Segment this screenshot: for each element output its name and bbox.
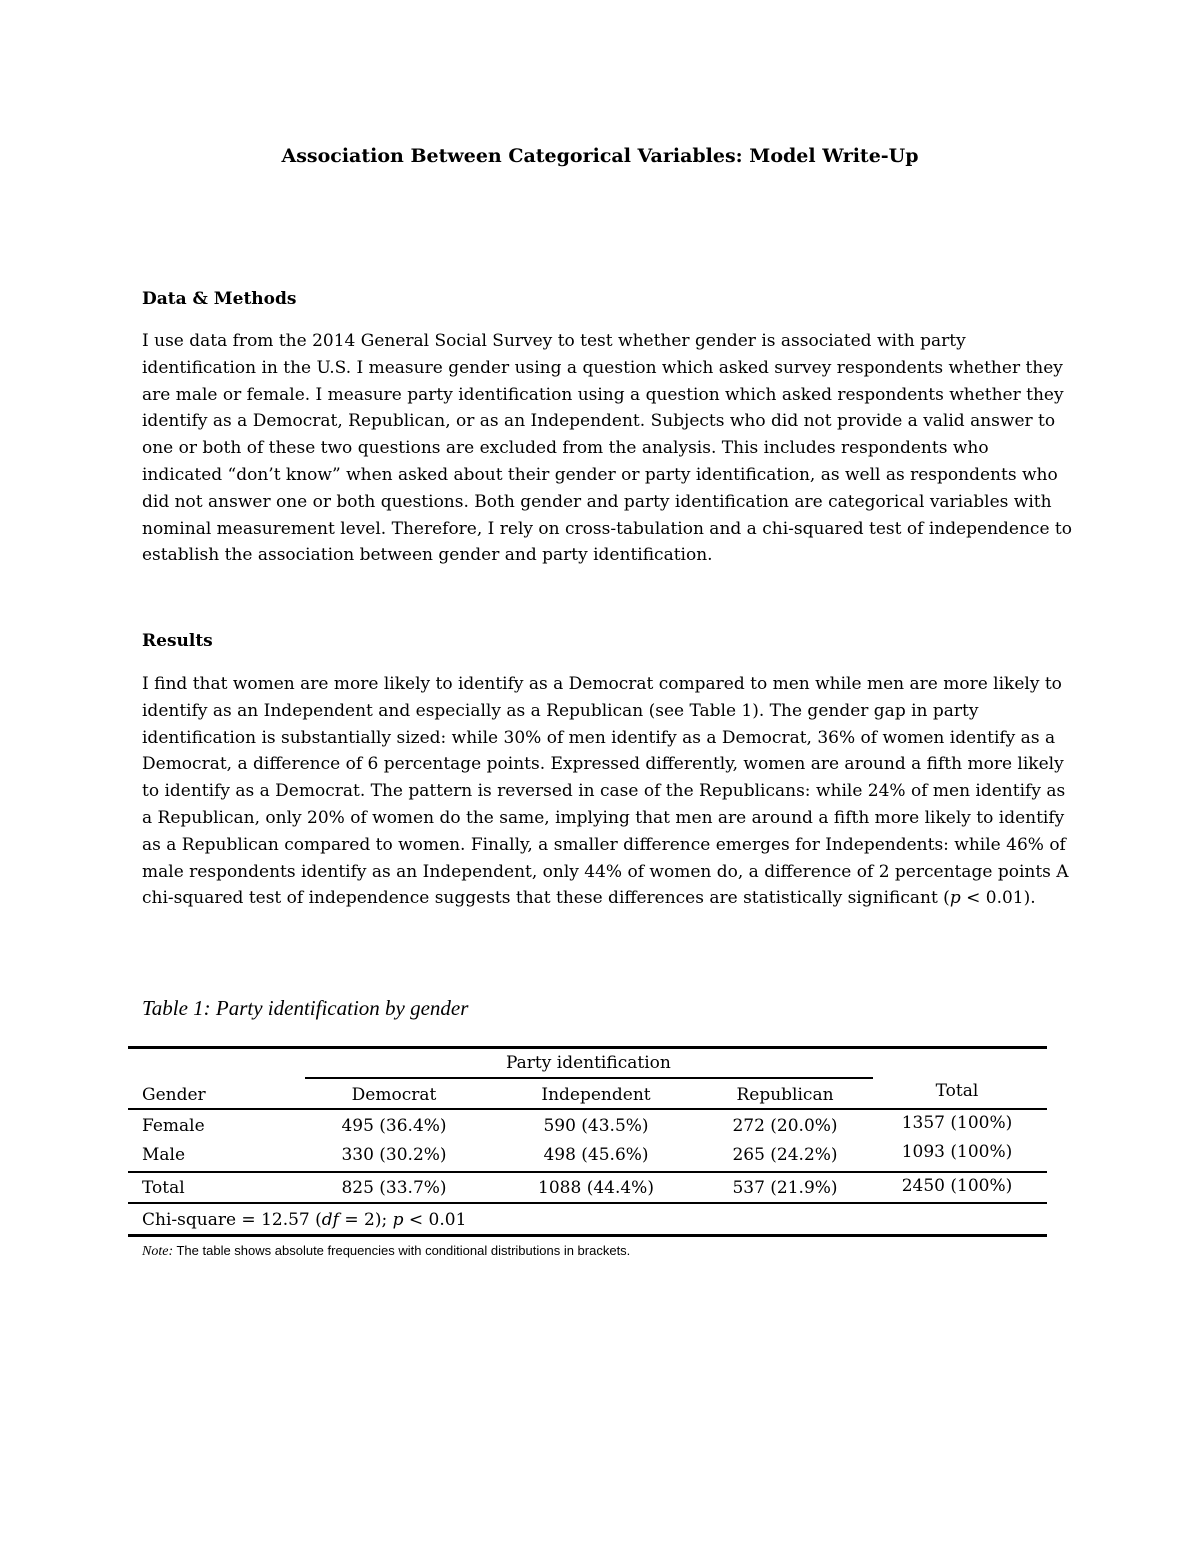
chi-text-2: = 2); bbox=[338, 1210, 393, 1230]
cell-male-independent: 498 (45.6%) bbox=[543, 1145, 649, 1165]
total-bottom-rule bbox=[128, 1202, 1047, 1204]
row-label-male: Male bbox=[142, 1145, 186, 1165]
section-heading-data-methods: Data & Methods bbox=[142, 289, 297, 309]
header-bottom-rule bbox=[128, 1108, 1047, 1110]
p-symbol: p bbox=[949, 888, 961, 909]
chi-square-result bbox=[142, 1210, 466, 1230]
cell-male-total: 1093 (100%) bbox=[901, 1142, 1013, 1162]
page-title: Association Between Categorical Variables: Model Write-Up bbox=[281, 145, 919, 167]
column-header-independent: Independent bbox=[541, 1085, 651, 1105]
results-text: I find that women are more likely to identify as a Democrat compared to men while men are more likely to identify as an Independent and especially as a Republican (see Table 1). The gender gap in party identification is substantially sized: while 30% of men identify as a Democrat, 36% of women identify as a Democrat, a difference of 6 percentage points. Expressed differently, women are around a fifth more likely to identify as a Democrat. The pattern is reversed in case of the Republicans: while 24% of men identify as a Republican, only 20% of women do the same, implying that men are around a fifth more likely to identify as a Republican compared to women. Finally, a smaller difference emerges for Independents: while 46% of male respondents identify as an Independent, only 44% of women do, a difference of 2 percentage points A chi-squared test of independence suggests that these differences are statistically significant ( bbox=[142, 674, 1069, 909]
table-note bbox=[142, 1243, 630, 1260]
column-header-total: Total bbox=[935, 1081, 979, 1101]
cell-female-independent: 590 (43.5%) bbox=[543, 1116, 649, 1136]
results-text-end: < 0.01). bbox=[960, 888, 1036, 909]
df-symbol: df bbox=[321, 1210, 339, 1230]
column-header-democrat: Democrat bbox=[351, 1085, 437, 1105]
row-label-total: Total bbox=[142, 1178, 185, 1198]
cell-male-democrat: 330 (30.2%) bbox=[341, 1145, 447, 1165]
section-heading-results: Results bbox=[142, 631, 213, 651]
p-symbol-table: p bbox=[392, 1210, 404, 1230]
note-label: Note: bbox=[142, 1244, 174, 1259]
cell-total-republican: 537 (21.9%) bbox=[732, 1178, 838, 1198]
table-bottom-rule bbox=[128, 1234, 1047, 1237]
cell-total-total: 2450 (100%) bbox=[901, 1176, 1013, 1196]
cell-male-republican: 265 (24.2%) bbox=[732, 1145, 838, 1165]
table-caption: Table 1: Party identification by gender bbox=[142, 996, 469, 1020]
chi-text-1: Chi-square = 12.57 ( bbox=[142, 1210, 322, 1230]
cell-female-republican: 272 (20.0%) bbox=[732, 1116, 838, 1136]
column-header-republican: Republican bbox=[736, 1085, 834, 1105]
note-text: The table shows absolute frequencies with conditional distributions in brackets. bbox=[173, 1243, 631, 1258]
table-top-rule bbox=[128, 1046, 1047, 1049]
cell-total-independent: 1088 (44.4%) bbox=[538, 1178, 654, 1198]
section-body-data-methods: I use data from the 2014 General Social Survey to test whether gender is associated with party identification in the U.S. I measure gender using a question which asked survey respondents whether they are male or female. I measure party identification using a question which asked respondents whether they identify as a Democrat, Republican, or as an Independent. Subjects who did not provide a valid answer to one or both of these two questions are excluded from the analysis. This includes respondents who indicated “don’t know” when asked about their gender or party identification, as well as respondents who did not answer one or both questions. Both gender and party identification are categorical variables with nominal measurement level. Therefore, I rely on cross-tabulation and a chi-squared test of independence to establish the association between gender and party identification. bbox=[142, 331, 1072, 566]
section-body-results bbox=[142, 671, 1072, 912]
cell-female-democrat: 495 (36.4%) bbox=[341, 1116, 447, 1136]
column-header-gender: Gender bbox=[142, 1085, 206, 1105]
cell-female-total: 1357 (100%) bbox=[901, 1113, 1013, 1133]
total-top-rule bbox=[128, 1171, 1047, 1173]
group-header-rule bbox=[305, 1077, 873, 1079]
cell-total-democrat: 825 (33.7%) bbox=[341, 1178, 447, 1198]
chi-text-3: < 0.01 bbox=[403, 1210, 467, 1230]
group-header: Party identification bbox=[506, 1053, 671, 1073]
row-label-female: Female bbox=[142, 1116, 205, 1136]
